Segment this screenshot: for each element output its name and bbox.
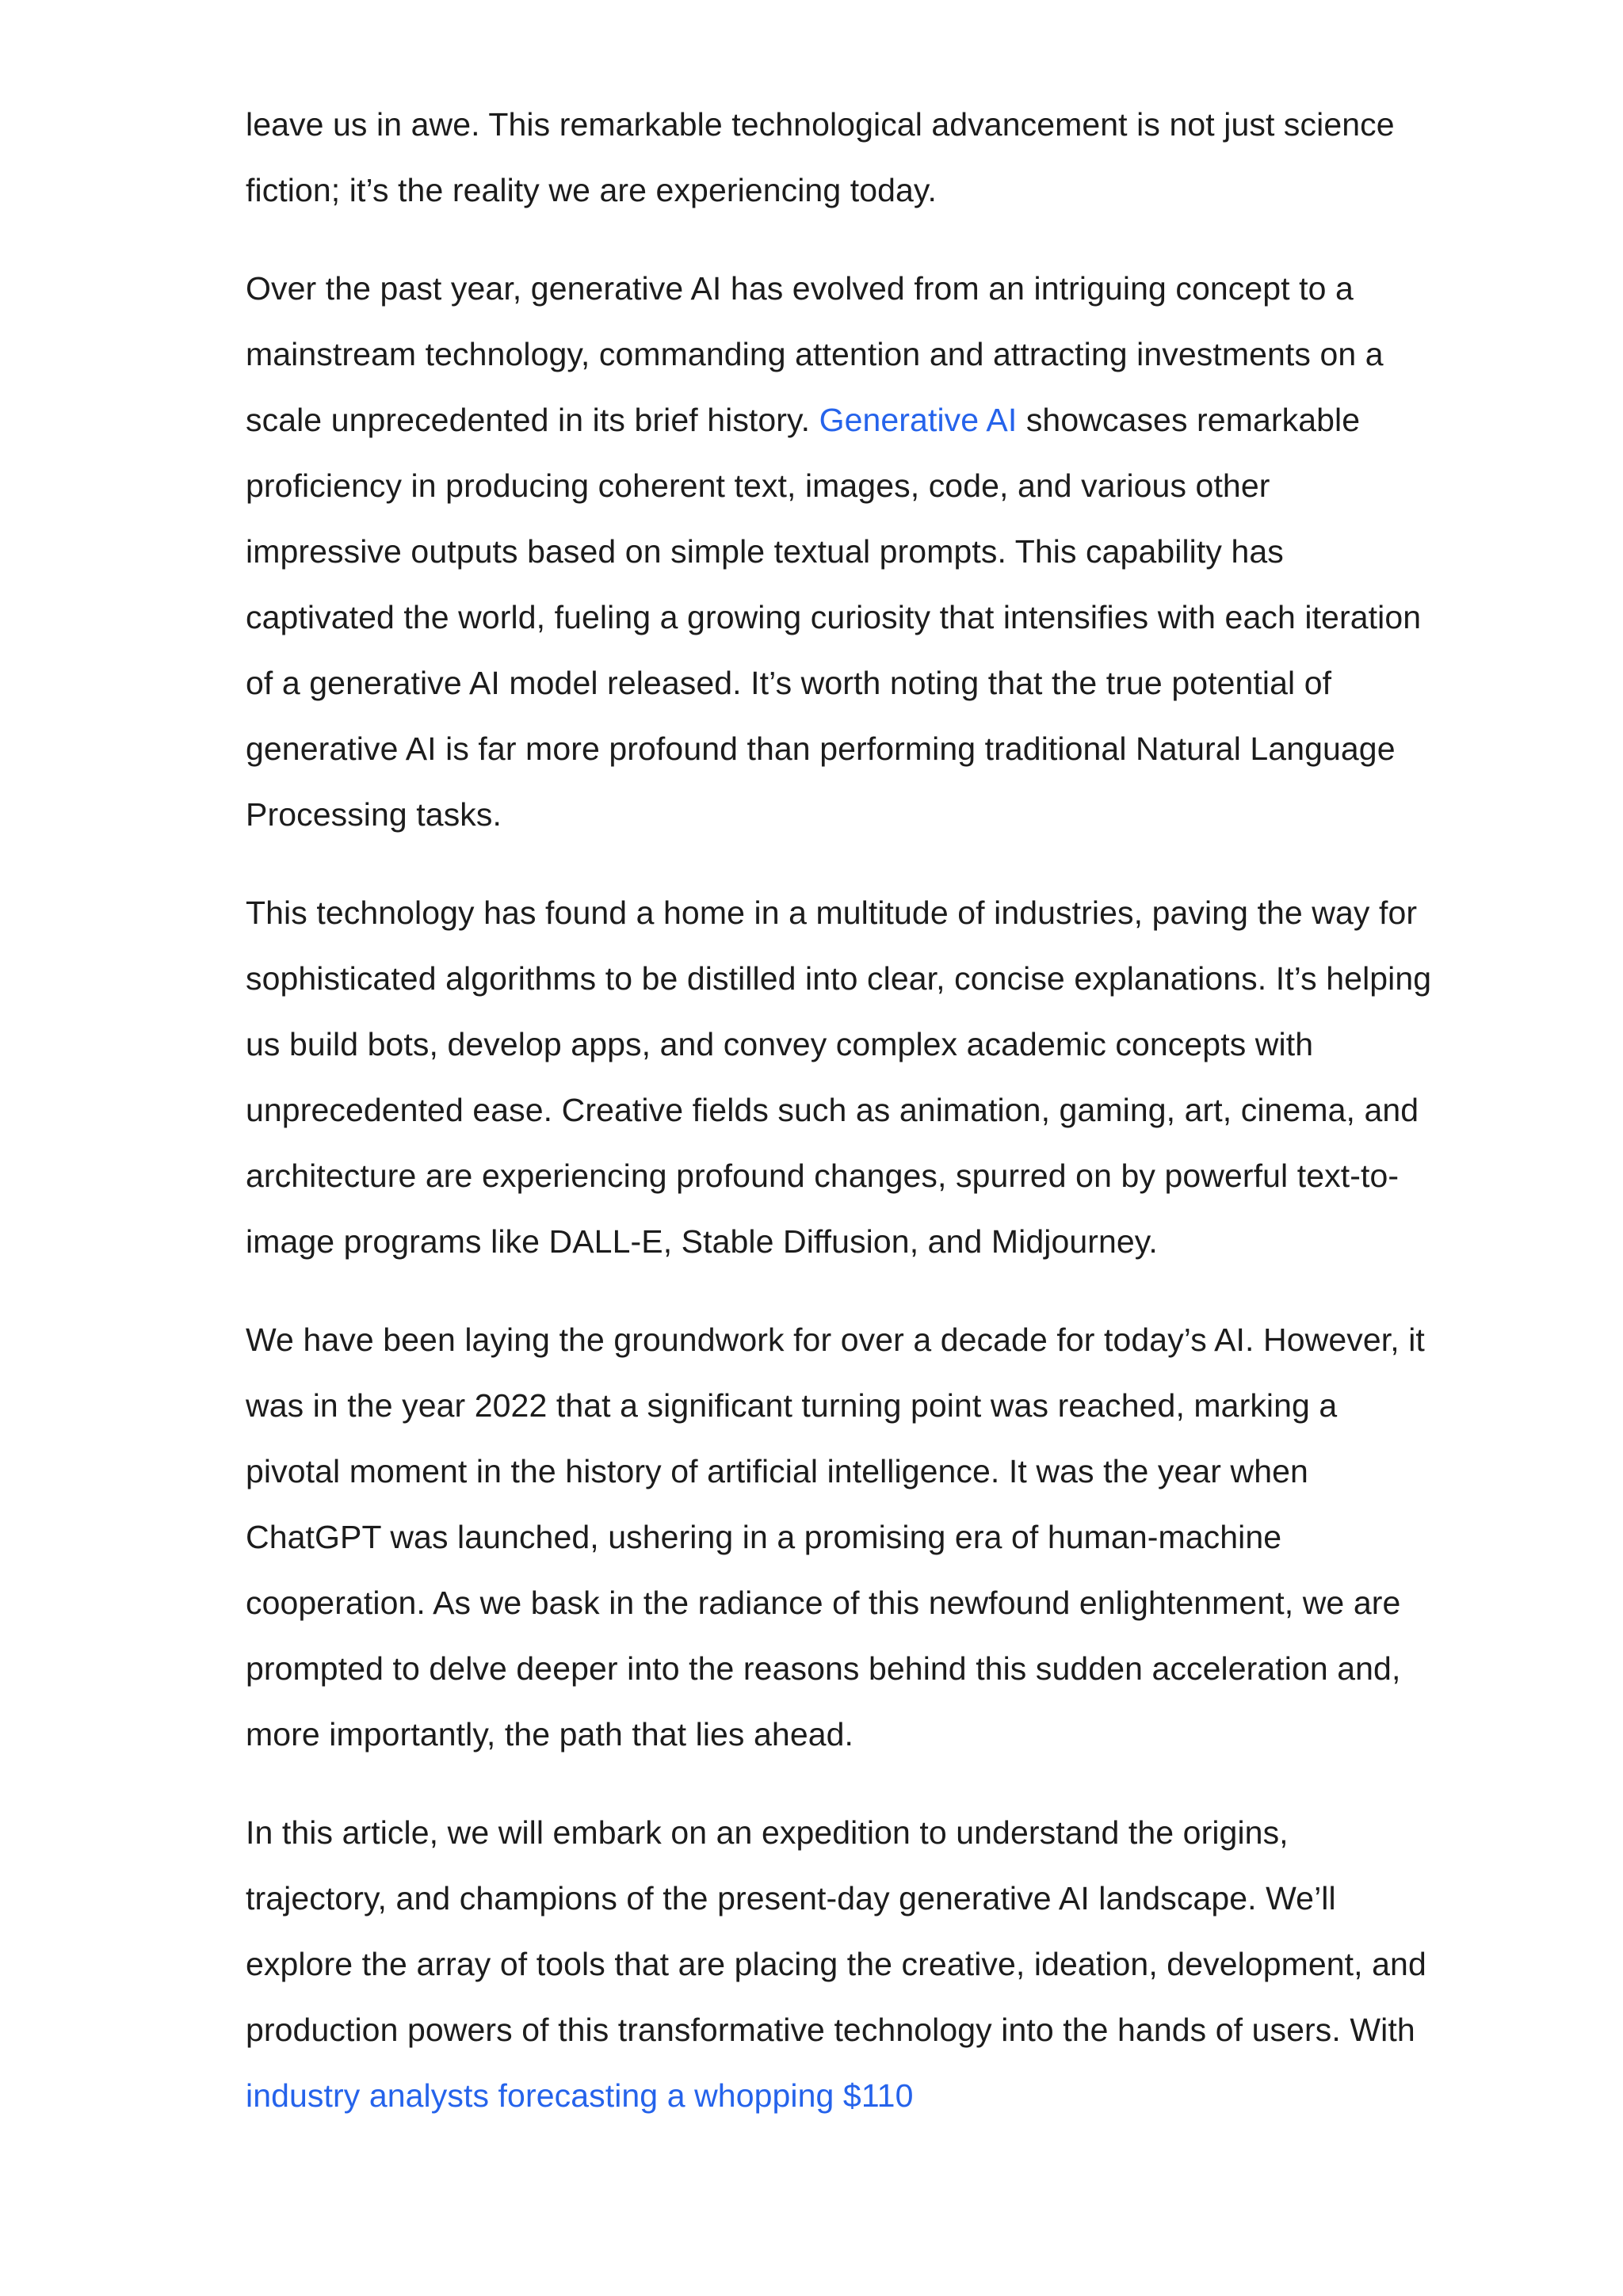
paragraph-text: This technology has found a home in a multitude of industries, paving the way for sophisticated algorithms to be distilled into clear, concise explanations. It’s helping us build bots, develop apps, and convey complex academic concepts with unprecedented ease. Creative fields such as animation, gaming, art, cinema, and architecture are experiencing profound changes, spurred on by powerful text-to-image programs like DALL-E, Stable Diffusion, and Midjourney. [246,894,1432,1260]
paragraph-text: Over the past year, generative AI has evolved from an intriguing concept to a mainstream technology, commanding attention and attracting investments on a scale unprecedented in its brief history. [246,270,1384,438]
paragraph-generative-ai-evolution [246,256,1434,848]
article-body [246,92,1434,2161]
paragraph-article-overview [246,1800,1434,2129]
generative-ai-link[interactable]: Generative AI [819,402,1018,438]
industry-analysts-forecast-link[interactable]: industry analysts forecasting a whopping $110 [246,2077,914,2114]
paragraph-industries [246,880,1434,1275]
paragraph-text: leave us in awe. This remarkable technological advancement is not just science fiction; it’s the reality we are experiencing today. [246,106,1395,208]
paragraph-text: In this article, we will embark on an expedition to understand the origins, trajectory, and champions of the present-day generative AI landscape. We’ll explore the array of tools that are placing the creative, ideation, development, and production powers of this transformative technology into the hands of users. With [246,1814,1426,2048]
paragraph-text: We have been laying the groundwork for over a decade for today’s AI. However, it was in the year 2022 that a significant turning point was reached, marking a pivotal moment in the history of artificial intelligence. It was the year when ChatGPT was launched, ushering in a promising era of human-machine cooperation. As we bask in the radiance of this newfound enlightenment, we are prompted to delve deeper into the reasons behind this sudden acceleration and, more importantly, the path that lies ahead. [246,1322,1425,1753]
paragraph-intro-end [246,92,1434,223]
paragraph-groundwork [246,1307,1434,1768]
paragraph-text: showcases remarkable proficiency in producing coherent text, images, code, and various other impressive outputs based on simple textual prompts. This capability has captivated the world, fueling a growing curiosity that intensifies with each iteration of a generative AI model released. It’s worth noting that the true potential of generative AI is far more profound than performing traditional Natural Language Processing tasks. [246,402,1422,833]
